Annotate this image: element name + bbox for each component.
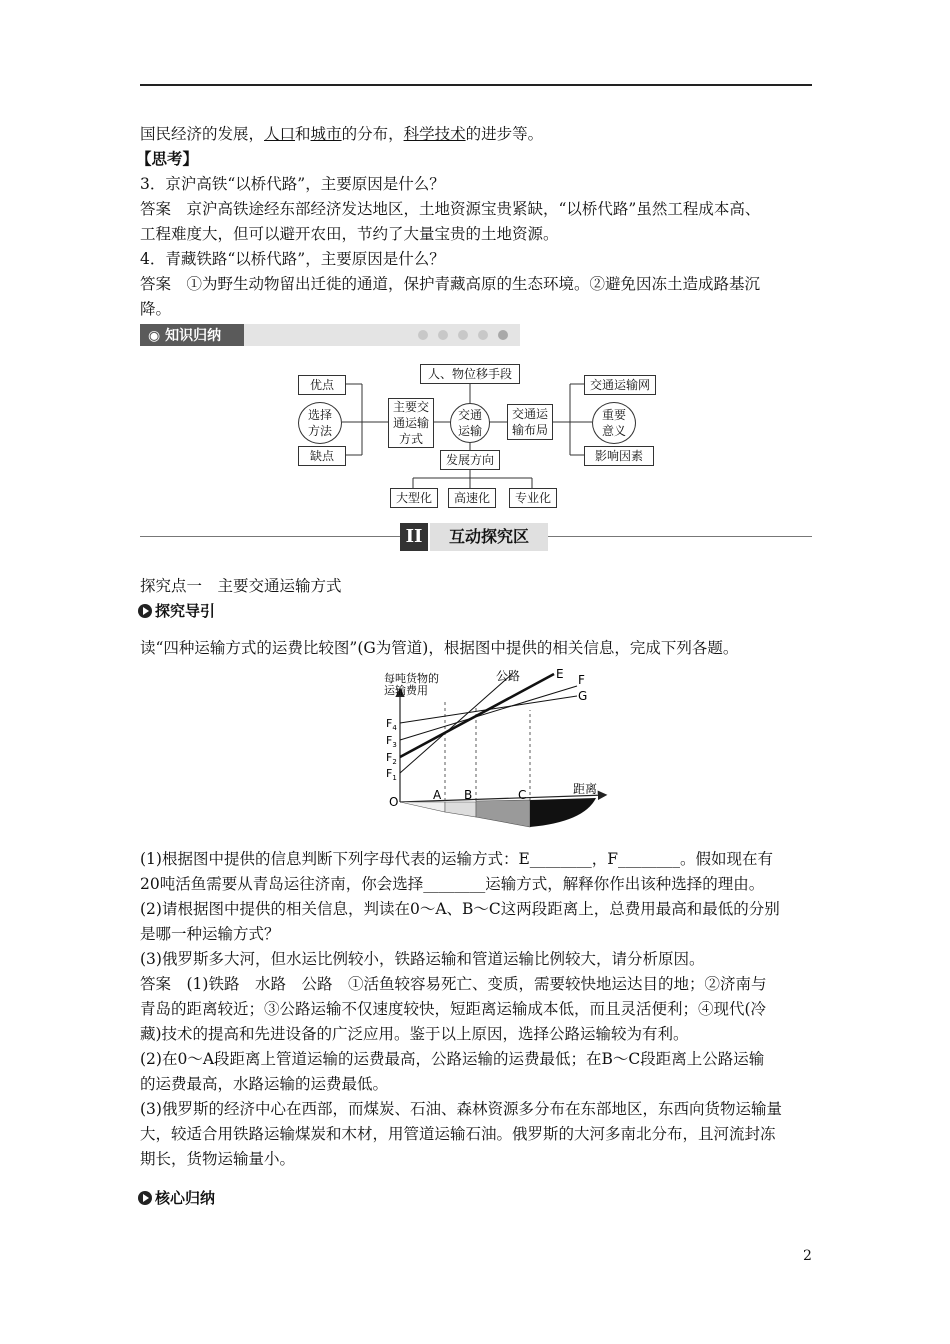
section-title: 互动探究区 [430,523,548,551]
origin-label: O [389,795,399,809]
node-disadvantage: 缺点 [298,446,346,466]
node-trend-special: 专业化 [509,488,557,508]
intro-text: 国民经济的发展， [140,125,265,143]
think-heading: 【思考】 [136,149,199,168]
node-layout-line1: 交通运 [511,407,548,421]
play-icon [138,1191,152,1205]
explore-guide [138,599,215,623]
node-main-modes-line3: 方式 [398,432,423,446]
answer-1-line1: 答案 (1)铁路 水路 公路 ①活鱼较容易死亡、变质，需要较快地运达目的地；②济南与 [140,975,767,993]
node-direction: 发展方向 [440,450,500,470]
node-layout [507,404,553,440]
question-2-line2: 是哪一种运输方式？ [140,925,280,943]
y-tick-label-f4: $F_4$ [386,717,397,732]
x-tick-label-a: A [433,788,442,802]
node-selection-line1: 选择 [307,408,332,422]
answer-3-text-line1: (3)俄罗斯的经济中心在西部，而煤炭、石油、森林资源多分布在东部地区，东西向货物运输量 [140,1100,782,1118]
node-layout-line2: 输布局 [511,423,548,437]
answer-3-line2: 工程难度大，但可以避开农田，节约了大量宝贵的土地资源。 [140,225,559,243]
y-tick-label-f3: $F_3$ [386,734,397,749]
node-selection-method [298,402,342,444]
series-label-f: F [578,673,585,687]
question-1-line1: (1)根据图中提供的信息判断下列字母代表的运输方式：E________，F________。假如现在有 [140,850,774,868]
x-tick-label-c: C [518,788,527,802]
answer-4-line2: 降。 [140,300,172,318]
intro-text: 的分布， [341,125,404,143]
question-1-line2: 20吨活鱼需要从青岛运往济南，你会选择________运输方式，解释你作出该种选择的理由。 [140,875,765,893]
core-summary [138,1186,215,1210]
x-label: 距离 [573,782,598,796]
explore-guide-label: 探究导引 [155,602,216,620]
question-4: 4．青藏铁路“以桥代路”，主要原因是什么？ [140,250,445,268]
freight-cost-chart [370,662,620,842]
explore-point: 探究点一 主要交通运输方式 [140,577,342,595]
node-selection-line2: 方法 [307,424,332,438]
node-center-line2: 运输 [457,424,482,438]
explore-intro: 读“四种运输方式的运费比较图”(G为管道)，根据图中提供的相关信息，完成下列各题。 [140,639,739,657]
band-b [445,802,476,817]
node-significance [592,402,636,444]
node-main-modes [388,398,434,448]
answer-3-text-line2: 大，较适合用铁路运输煤炭和木材，用管道运输石油。俄罗斯的大河多南北分布，且河流封冻 [140,1125,776,1143]
node-significance-line1: 重要 [601,408,626,422]
series-line-g [400,696,577,723]
question-3-text: (3)俄罗斯多大河，但水运比例较小，铁路运输和管道运输比例较大，请分析原因。 [140,950,705,968]
y-tick-label-f1: $F_1$ [386,767,397,782]
series-label-g: G [578,689,588,703]
intro-text: 和 [295,125,311,143]
answer-1-line3: 藏)技术的提高和先进设备的广泛应用。鉴于以上原因，选择公路运输较为有利。 [140,1025,689,1043]
y-label-line2: 运输费用 [384,684,428,697]
answer-1-line2: 青岛的距离较近；③公路运输不仅速度较快，短距离运输成本低，而且灵活便利；④现代(冷 [140,1000,767,1018]
section-header [400,523,548,551]
keyword-technology: 科学技术 [403,125,466,143]
y-label-line1: 每吨货物的 [384,672,439,685]
answer-4-line1: 答案 ①为野生动物留出迁徙的通道，保护青藏高原的生态环境。②避免因冻土造成路基沉 [140,275,761,293]
section-rule-left [140,536,400,537]
node-purpose: 人、物位移手段 [420,364,520,384]
play-icon [138,604,152,618]
node-trend-fast: 高速化 [448,488,496,508]
core-summary-label: 核心归纳 [155,1189,216,1207]
question-2-line1: (2)请根据图中提供的相关信息，判读在0～A、B～C这两段距离上，总费用最高和最低的分别 [140,900,780,918]
answer-2-line1: (2)在0～A段距离上管道运输的运费最高，公路运输的运费最低；在B～C段距离上公路运输 [140,1050,765,1068]
node-factors: 影响因素 [584,446,654,466]
summary-banner-label: ◉ 知识归纳 [148,328,222,344]
answer-3-line1: 答案 京沪高铁途经东部经济发达地区，土地资源宝贵紧缺，“以桥代路”虽然工程成本高、 [140,200,761,218]
node-significance-line2: 意义 [601,424,626,438]
section-number: II [400,523,428,551]
node-main-modes-line2: 通运输 [392,416,429,430]
node-center-line1: 交通 [457,408,482,422]
node-main-modes-line1: 主要交 [392,400,429,414]
x-tick-label-b: B [464,788,473,802]
keyword-population: 人口 [264,125,296,143]
page-number: 2 [803,1248,812,1264]
band-c [476,800,530,827]
section-rule-right [548,536,812,537]
keyword-city: 城市 [310,125,342,143]
question-3: 3．京沪高铁“以桥代路”，主要原因是什么？ [140,175,445,193]
series-label-road: 公路 [496,669,521,683]
node-center [450,403,490,443]
node-advantage: 优点 [298,375,346,395]
answer-3-text-line3: 期长，货物运输量小。 [140,1150,296,1168]
answer-2-line2: 的运费最高，水路运输的运费最低。 [140,1075,389,1093]
series-label-e: E [556,667,564,681]
band-a [400,802,445,812]
band-d [530,798,596,827]
node-trend-large: 大型化 [390,488,438,508]
node-network: 交通运输网 [584,375,656,395]
intro-text: 的进步等。 [465,125,544,143]
y-tick-label-f2: $F_2$ [386,751,397,766]
